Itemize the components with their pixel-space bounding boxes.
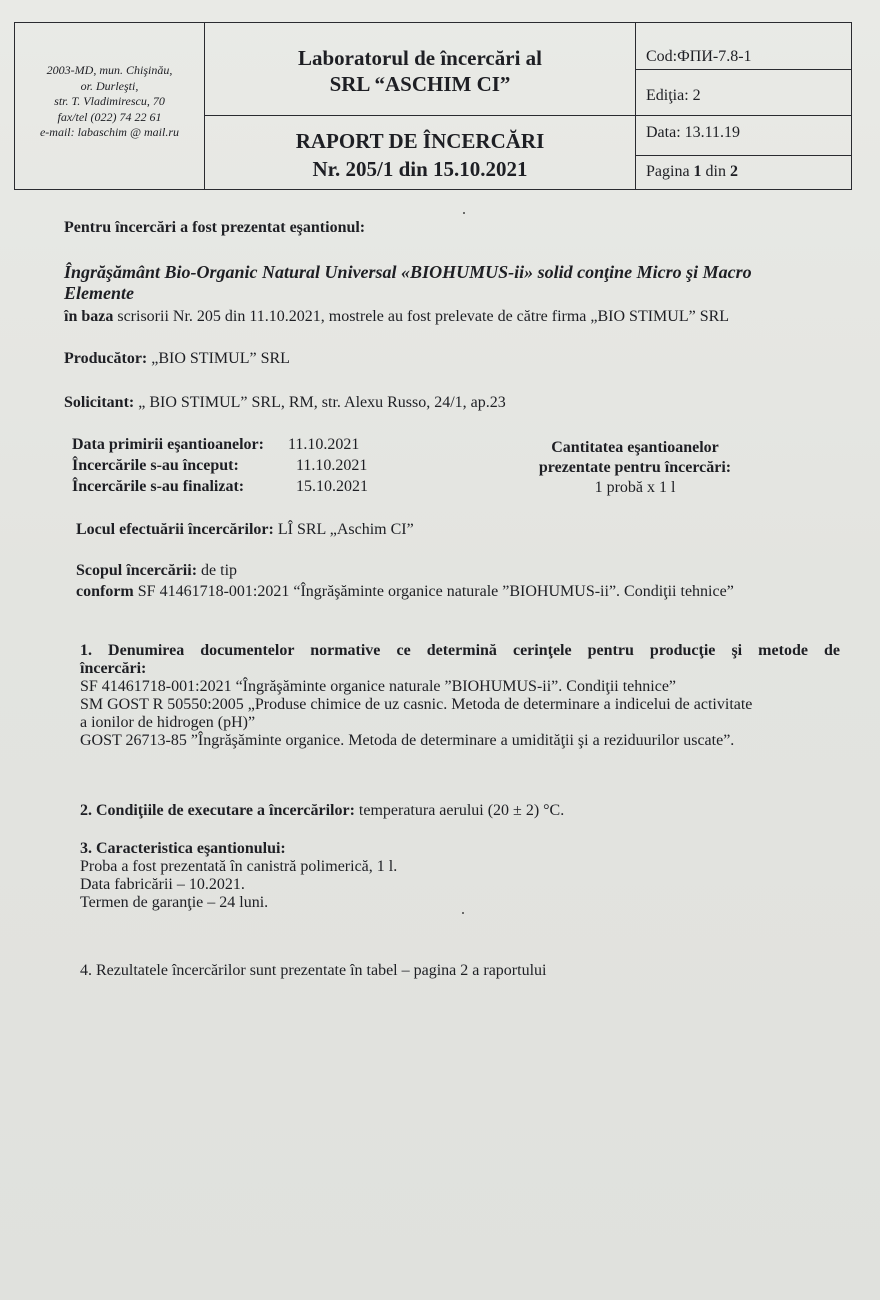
normative-doc-line: a ionilor de hidrogen (pH)”: [80, 714, 256, 731]
sample-detail-line: Data fabricării – 10.2021.: [80, 876, 245, 893]
sample-quantity: [500, 438, 770, 498]
address-line: 2003-MD, mun. Chişinău,: [46, 63, 173, 77]
report-title: [205, 127, 635, 183]
date-value-finished: 15.10.2021: [296, 478, 368, 495]
lab-name: [205, 45, 635, 97]
producer-label: Producător:: [64, 350, 148, 367]
report-header-table: [14, 22, 852, 190]
applicant-value: „ BIO STIMUL” SRL, RM, str. Alexu Russo, 24/1, ap.23: [134, 394, 506, 411]
page-indicator: [646, 163, 738, 181]
date-label-started: Încercările s-au început:: [72, 457, 239, 474]
report-number: Nr. 205/1 din 15.10.2021: [312, 157, 528, 181]
page-number: 1: [693, 163, 702, 180]
lab-name-line1: Laboratorul de încercări al: [298, 46, 542, 70]
location-label: Locul efectuării încercărilor:: [76, 521, 274, 538]
intro-text: Pentru încercări a fost prezentat eşantionul:: [64, 219, 366, 236]
address-line: or. Durleşti,: [80, 78, 139, 93]
applicant-label: Solicitant:: [64, 394, 135, 411]
section-3: [80, 840, 397, 912]
section-2: [80, 802, 564, 820]
address-line: str. T. Vladimirescu, 70: [54, 94, 165, 108]
sample-detail-line: Proba a fost prezentată în canistră polimerică, 1 l.: [80, 858, 398, 875]
page-total: 2: [730, 163, 738, 180]
date-value-received: 11.10.2021: [288, 436, 360, 453]
product-name-line1: Îngrăşământ Bio-Organic Natural Universal «BIOHUMUS-ii» solid conţine Micro şi Macro: [64, 262, 752, 282]
lab-name-line2: SRL “ASCHIM CI”: [329, 72, 511, 96]
page-label: Pagina: [646, 163, 694, 180]
sample-detail-line: Termen de garanţie – 24 luni.: [80, 894, 269, 911]
section-3-title: 3. Caracteristica eşantionului:: [80, 840, 286, 857]
applicant: [64, 393, 506, 412]
doc-edition: Ediţia: 2: [646, 87, 701, 104]
sampling-basis: [64, 307, 729, 326]
normative-doc-line: SF 41461718-001:2021 “Îngrăşăminte organice naturale ”BIOHUMUS-ii”. Condiţii tehnice”: [80, 678, 677, 695]
date-label-finished: Încercările s-au finalizat:: [72, 478, 245, 495]
section-1-title-line2: încercări:: [80, 660, 147, 677]
section-4-title: 4. Rezultatele încercărilor sunt prezentate în tabel – pagina 2 a raportului: [80, 962, 547, 979]
conformity: [76, 582, 734, 601]
producer-value: „BIO STIMUL” SRL: [147, 350, 290, 367]
product-name-line2: Elemente: [64, 283, 134, 303]
address-line: e-mail: labaschim @ mail.ru: [39, 125, 180, 139]
date-label-received: Data primirii eşantioanelor:: [72, 436, 264, 453]
basis-text: scrisorii Nr. 205 din 11.10.2021, mostrele au fost prelevate de către firma „BIO STIMUL” SRL: [113, 308, 730, 325]
date-value-started: 11.10.2021: [296, 457, 368, 474]
quantity-value: 1 probă x 1 l: [594, 479, 676, 496]
basis-label: în baza: [64, 308, 114, 325]
location-value: LÎ SRL „Aschim CI”: [273, 521, 414, 538]
producer: [64, 349, 290, 368]
normative-doc-line: GOST 26713-85 ”Îngrăşăminte organice. Metoda de determinare a umidităţii şi a reziduurilor uscate”.: [80, 732, 735, 749]
address-line: fax/tel (022) 74 22 61: [57, 109, 162, 124]
quantity-label-line2: prezentate pentru încercări:: [538, 459, 732, 476]
section-1: [80, 642, 840, 750]
section-1-title-line1: 1. Denumirea documentelor normative ce determină cerinţele pentru producţie şi metode de: [80, 642, 840, 659]
page-of: din: [701, 163, 730, 180]
quantity-label-line1: Cantitatea eşantioanelor: [551, 439, 719, 456]
report-title-line1: RAPORT DE ÎNCERCĂRI: [295, 129, 545, 153]
test-location: [76, 520, 414, 539]
section-2-value: temperatura aerului (20 ± 2) °C.: [354, 802, 565, 819]
lab-address: [15, 63, 204, 141]
paper-speck: [462, 912, 464, 914]
conform-label: conform: [76, 583, 134, 600]
scope-value: de tip: [197, 562, 238, 579]
paper-speck: [463, 212, 465, 214]
conform-value: SF 41461718-001:2021 “Îngrăşăminte organice naturale ”BIOHUMUS-ii”. Condiţii tehnice”: [133, 583, 734, 600]
section-2-title: 2. Condiţiile de executare a încercărilor:: [80, 802, 355, 819]
test-scope: [76, 561, 237, 580]
doc-date: Data: 13.11.19: [646, 124, 741, 141]
normative-doc-line: SM GOST R 50550:2005 „Produse chimice de uz casnic. Metoda de determinare a indicelui de activitate: [80, 696, 753, 713]
scope-label: Scopul încercării:: [76, 562, 198, 579]
doc-code: Cod:ФПИ-7.8-1: [646, 48, 752, 65]
